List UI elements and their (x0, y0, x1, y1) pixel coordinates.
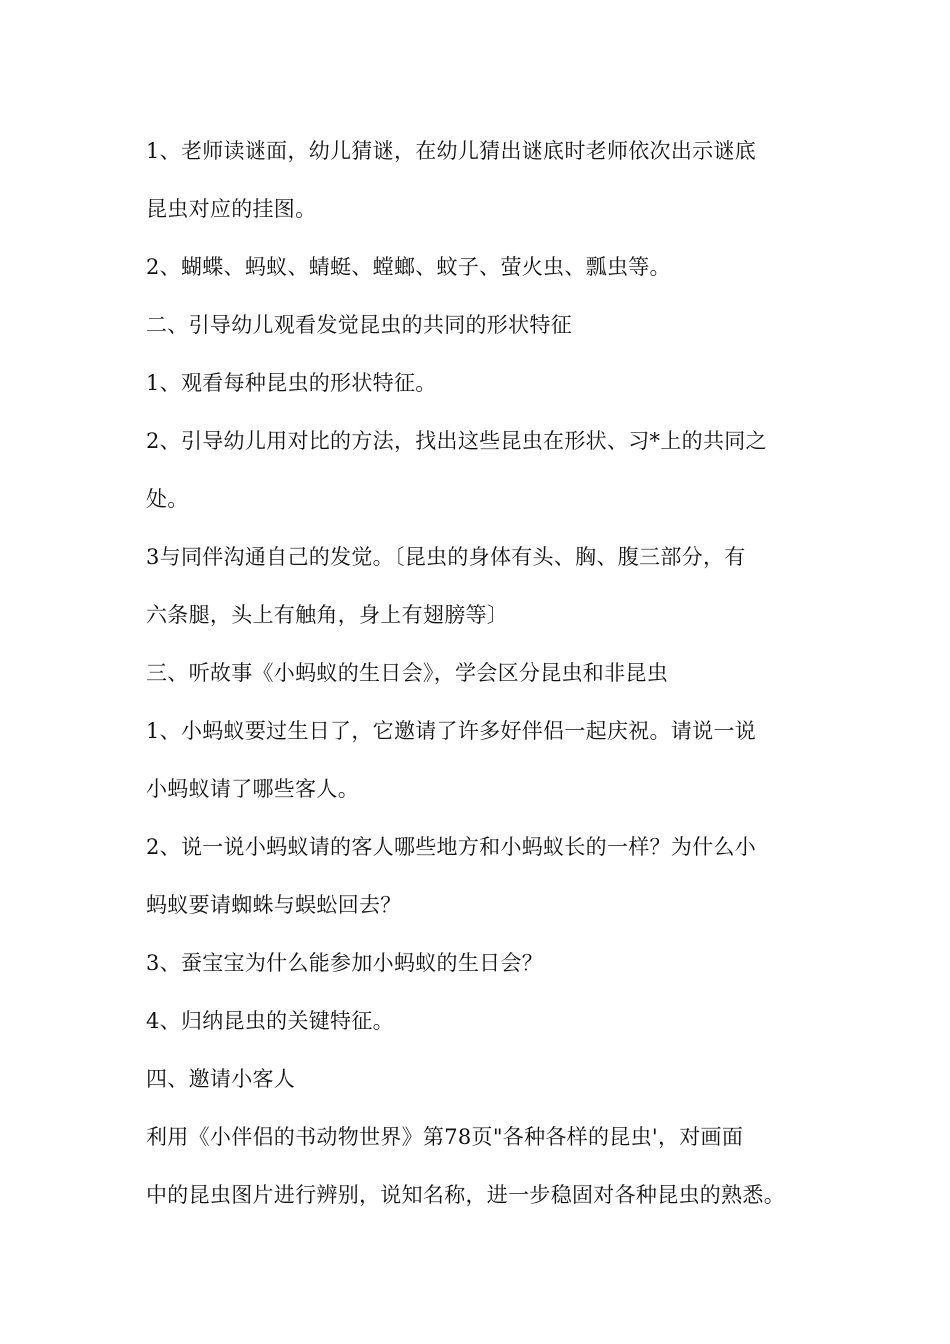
section-heading: 二、引导幼儿观看发觉昆虫的共同的形状特征 (146, 313, 572, 337)
text-line: 利用《小伴侣的书动物世界》第78页"各种各样的昆虫'，对画面 (146, 1125, 744, 1149)
text-line: 1、老师读谜面，幼儿猜谜，在幼儿猜出谜底时老师依次出示谜底 (146, 139, 757, 163)
section-heading: 三、听故事《小蚂蚁的生日会》，学会区分昆虫和非昆虫 (146, 661, 668, 685)
section-heading: 四、邀请小客人 (146, 1067, 296, 1091)
text-line: 1、小蚂蚁要过生日了，它邀请了许多好伴侣一起庆祝。请说一说 (146, 719, 757, 743)
text-line: 中的昆虫图片进行辨别，说知名称，进一步稳固对各种昆虫的熟悉。 (146, 1183, 785, 1207)
text-line: 3与同伴沟通自己的发觉。〔昆虫的身体有头、胸、腹三部分，有 (146, 545, 746, 569)
text-line: 2、引导幼儿用对比的方法，找出这些昆虫在形状、习*上的共同之 (146, 429, 767, 453)
text-line: 1、观看每种昆虫的形状特征。 (146, 371, 437, 395)
text-line: 处。 (146, 487, 189, 511)
text-line: 2、蝴蝶、蚂蚁、蜻蜓、螳螂、蚊子、萤火虫、瓢虫等。 (146, 255, 671, 279)
text-line: 六条腿，头上有触角，身上有翅膀等〕 (146, 603, 509, 627)
text-line: 蚂蚁要请蜘蛛与蜈蚣回去？ (146, 893, 402, 917)
text-line: 4、归纳昆虫的关键特征。 (146, 1009, 394, 1033)
text-line: 小蚂蚁请了哪些客人。 (146, 777, 359, 801)
text-line: 昆虫对应的挂图。 (146, 197, 317, 221)
text-line: 2、说一说小蚂蚁请的客人哪些地方和小蚂蚁长的一样？为什么小 (146, 835, 757, 859)
text-line: 3、蚕宝宝为什么能参加小蚂蚁的生日会？ (146, 951, 544, 975)
